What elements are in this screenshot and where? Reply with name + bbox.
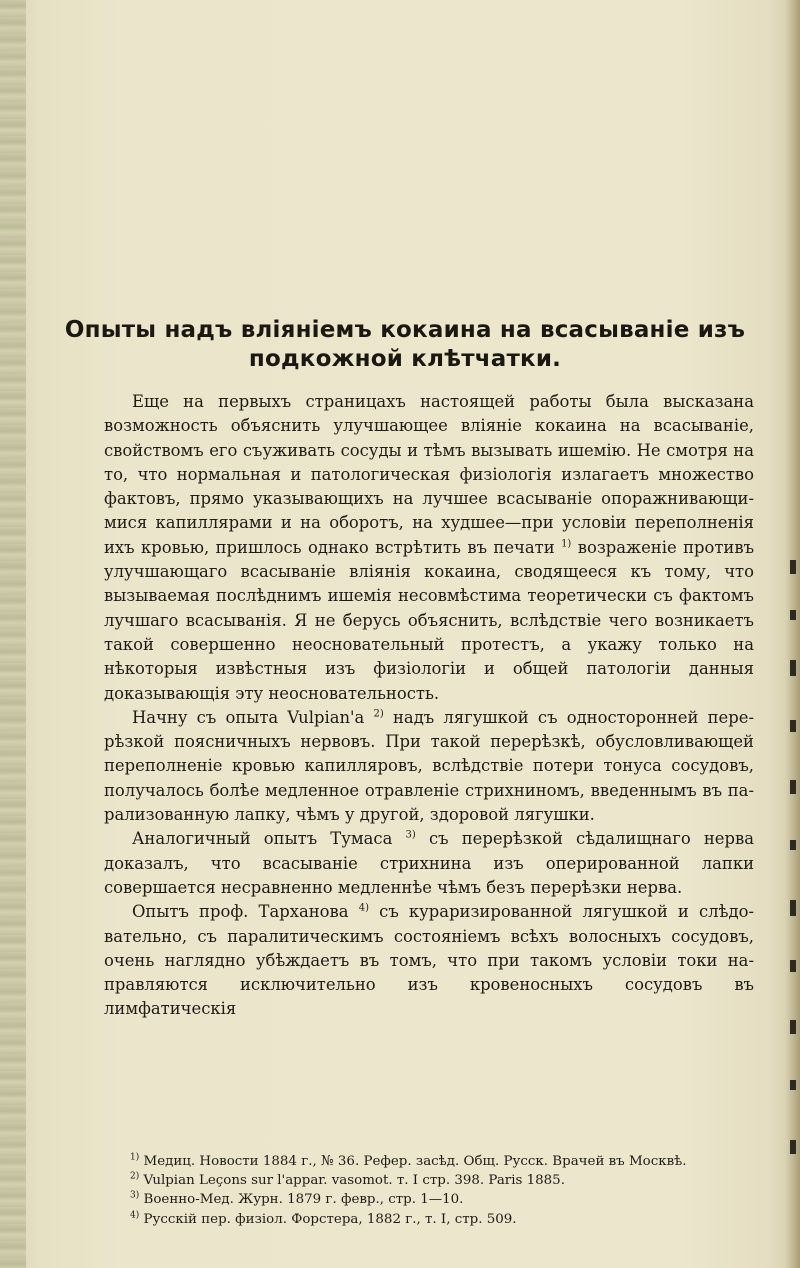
footnote-ref: 1) [561, 538, 572, 550]
right-page-edge [786, 0, 800, 1268]
footnote-ref: 2) [373, 708, 384, 720]
edge-mark [790, 960, 796, 972]
paragraph-text: Аналогичный опытъ Тумаса [132, 829, 406, 849]
body-text [104, 390, 754, 1022]
footnote [130, 1171, 770, 1190]
footnote-text: Военно-Мед. Журн. 1879 г. февр., стр. 1—10. [139, 1192, 464, 1208]
paragraph-text: Еще на первыхъ страницахъ настоящей работы была высказана возможность объяснить улучшающее вліяніе кокаина на всасываніе, свойствомъ его съуживать сосуды и тѣмъ вызывать ишемію. Не смотря на то, что нормальная и патологическая физіологія излагаетъ множество фактовъ, прямо указывающихъ на лучшее всасываніе опоражнивающимися капиллярами и на оборотъ, на худшее—при условіи переполненія ихъ кровью, пришлось однако встрѣтить въ печати [104, 392, 754, 557]
paragraph [104, 706, 754, 827]
footnote [130, 1210, 770, 1229]
footnote-text: Русскій пер. физіол. Форстера, 1882 г., т. I, стр. 509. [139, 1211, 517, 1227]
paragraph-text: съ перерѣзкой сѣдалищнаго нерва доказалъ, что всасываніе стрихнина изъ оперированной лапки совершается несравненно медленнѣе чѣмъ безъ перерѣзки нерва. [104, 829, 754, 897]
edge-mark [790, 660, 796, 676]
footnote-text: Vulpian Leçons sur l'appar. vasomot. т. I стр. 398. Paris 1885. [139, 1173, 565, 1189]
footnote-ref: 4) [358, 902, 369, 914]
paragraph-text: Опытъ проф. Тарханова [132, 902, 359, 922]
footnote-ref: 3) [405, 829, 416, 841]
footnote-mark: 4) [130, 1210, 140, 1221]
paragraph-text: надъ лягушкой съ односторонней перерѣзкой поясничныхъ нервовъ. При такой перерѣзкѣ, обусловливающей переполненіе кровью капилляровъ, вслѣдствіе потери тонуса сосудовъ, получалось болѣе медленное отравленіе стрихниномъ, введеннымъ въ парализованную лапку, чѣмъ у другой, здоровой лягушки. [104, 707, 754, 825]
paragraph-text: съ кураризированной лягушкой и слѣдовательно, съ паралитическимъ состояніемъ всѣхъ волосныхъ сосудовъ, очень наглядно убѣждаетъ въ томъ, что при такомъ условіи токи направляются исключительно изъ кровеносныхъ сосудовъ въ лимфатическія [104, 902, 754, 1019]
footnotes [130, 1152, 770, 1229]
paragraph [104, 390, 754, 706]
edge-mark [790, 780, 796, 794]
footnote-text: Медиц. Новости 1884 г., № 36. Рефер. засѣд. Общ. Русск. Врачей въ Москвѣ. [139, 1154, 687, 1169]
edge-mark [790, 720, 796, 732]
paragraph-text: возраженіе противъ улучшающаго всасываніе вліянія кокаина, сводящееся къ тому, что вызываемая послѣднимъ ишемія несовмѣстима теоретически съ фактомъ лучшаго всасыванія. Я не берусь объяснить, вслѣдствіе чего возникаетъ такой совершенно неосновательный протестъ, а укажу только на нѣкоторыя извѣстныя изъ физіологіи и общей патологіи данныя доказывающія эту неосновательность. [104, 537, 754, 703]
edge-mark [790, 560, 796, 574]
edge-mark [790, 610, 796, 620]
paragraph [104, 900, 754, 1021]
footnote [130, 1152, 770, 1171]
footnote-mark: 2) [130, 1171, 140, 1182]
edge-mark [790, 1140, 796, 1154]
paragraph-text: Начну съ опыта Vulpian'a [132, 707, 374, 727]
edge-mark [790, 1080, 796, 1090]
edge-mark [790, 900, 796, 916]
footnote-mark: 3) [130, 1190, 140, 1201]
paragraph [104, 827, 754, 900]
footnote [130, 1190, 770, 1209]
footnote-mark: 1) [130, 1152, 140, 1163]
edge-mark [790, 1020, 796, 1034]
page-title: Опыты надъ вліяніемъ кокаина на всасываніе изъ подкожной клѣтчатки. [64, 317, 746, 372]
edge-mark [790, 840, 796, 850]
left-page-edge [0, 0, 26, 1268]
